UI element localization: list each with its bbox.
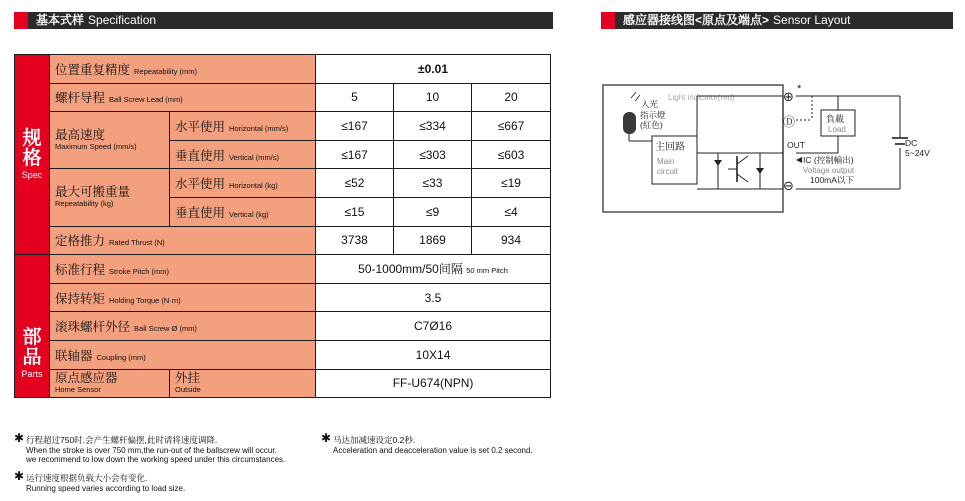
stroke-label: 标准行程 Stroke Pitch (mm)	[50, 255, 316, 284]
footnote	[14, 431, 326, 465]
repeat-label: 位置重复精度 Repeatability (mm)	[50, 55, 316, 84]
load-cn: 負載	[826, 114, 845, 124]
d-terminal-icon: Ⓓ	[783, 115, 796, 129]
spec-header-en: Specification	[88, 13, 157, 27]
speed-h-value: ≤167	[316, 112, 394, 141]
lead-label: 螺杆导程 Ball Screw Lead (mm)	[50, 83, 316, 112]
table-row	[15, 283, 551, 312]
light-cn: 指示燈	[640, 110, 666, 120]
header-accent	[14, 12, 28, 29]
speed-h-value: ≤667	[472, 112, 551, 141]
sensor-header-bar	[601, 12, 953, 29]
speed-v-value: ≤303	[394, 140, 472, 169]
footnote	[14, 469, 326, 493]
sensor-header-en: Sensor Layout	[773, 13, 851, 27]
side-char: 品	[22, 346, 42, 368]
side-en: Spec	[21, 169, 43, 180]
speed-horizontal-label: 水平使用 Horizontal (mm/s)	[170, 112, 316, 141]
ic-current: 100mA以下	[810, 175, 854, 185]
sensor-wiring-diagram	[600, 68, 955, 218]
torque-label: 保持转矩 Holding Torque (N·m)	[50, 283, 316, 312]
asterisk-icon: ✱	[14, 431, 25, 445]
speed-v-value: ≤603	[472, 140, 551, 169]
thrust-value: 934	[472, 226, 551, 255]
stroke-value: 50-1000mm/50间隔 50 mm Pitch	[316, 255, 551, 284]
screw-dia-label: 滚珠螺杆外径 Ball Screw Ø (mm)	[50, 312, 316, 341]
diode-icon	[714, 160, 722, 166]
load-h-value: ≤52	[316, 169, 394, 198]
header-accent	[601, 12, 615, 29]
lead-value: 5	[316, 83, 394, 112]
light-rays-icon	[631, 92, 640, 101]
ic-label: IC (控制輸出)	[803, 155, 854, 165]
light-cn: (紅色)	[640, 120, 663, 130]
footnote-en: Running speed varies according to load size.	[26, 483, 186, 493]
thrust-value: 3738	[316, 226, 394, 255]
footnote-en: Acceleration and deacceleration value is set 0.2 second.	[333, 445, 533, 455]
table-row	[15, 312, 551, 341]
side-en: Parts	[21, 368, 43, 379]
table-row	[15, 340, 551, 369]
footnote-cn: 运行速度根据负载大小会有变化.	[26, 473, 148, 483]
load-v-value: ≤15	[316, 197, 394, 226]
table-row	[15, 369, 551, 398]
footnote-en: we recommend to low down the working speed under this circumstances.	[26, 455, 286, 464]
light-cn: 入光	[641, 99, 659, 109]
diode-icon	[756, 168, 764, 174]
load-v-value: ≤4	[472, 197, 551, 226]
main-circuit-cn: 主回路	[655, 142, 685, 153]
main-circuit-en: circuit	[657, 167, 678, 176]
table-row	[15, 55, 551, 84]
spec-table	[14, 54, 551, 398]
sensor-header-cn: 感应器接线图<原点及端点>	[623, 13, 770, 27]
home-sensor-sub-label: 外挂 Outside	[170, 369, 316, 398]
coupling-label: 联轴器 Coupling (mm)	[50, 340, 316, 369]
footnote	[321, 431, 563, 455]
side-char: 规	[22, 127, 42, 149]
asterisk-icon: ✱	[321, 431, 332, 445]
table-row	[15, 83, 551, 112]
coupling-value: 10X14	[316, 340, 551, 369]
minus-terminal-icon: ⊖	[783, 178, 794, 193]
parts-side-label	[15, 255, 50, 398]
home-sensor-label: 原点感应器 Home Sensor	[50, 369, 170, 398]
asterisk-mark: *	[797, 83, 802, 95]
out-label: OUT	[787, 140, 805, 150]
spec-side-label	[15, 55, 50, 255]
light-indicator-en: Light indicator(red)	[668, 93, 735, 102]
side-char: 格	[22, 147, 42, 169]
spec-header-bar	[14, 12, 553, 29]
speed-h-value: ≤334	[394, 112, 472, 141]
asterisk-icon: ✱	[14, 469, 25, 483]
repeat-value: ±0.01	[316, 55, 551, 84]
table-row	[15, 169, 551, 198]
arrow-icon	[796, 157, 802, 163]
load-v-value: ≤9	[394, 197, 472, 226]
footnote-en: When the stroke is over 750 mm,the run-out of the ballscrew will occur.	[26, 445, 277, 455]
load-en: Load	[828, 125, 846, 134]
max-load-label: 最大可搬重量 Repeatability (kg)	[50, 169, 170, 226]
lead-value: 10	[394, 83, 472, 112]
spec-header-cn: 基本式样	[36, 13, 85, 27]
home-sensor-value: FF-U674(NPN)	[316, 369, 551, 398]
footnote-cn: 行程超过750时,会产生螺杆偏摆,此时请将速度调降.	[26, 435, 218, 445]
thrust-label: 定格推力 Rated Thrust (N)	[50, 226, 316, 255]
dc-range: 5~24V	[905, 148, 930, 158]
load-horizontal-label: 水平使用 Horizontal (kg)	[170, 169, 316, 198]
load-vertical-label: 垂直使用 Vertical (kg)	[170, 197, 316, 226]
lead-value: 20	[472, 83, 551, 112]
plus-terminal-icon: ⊕	[783, 89, 794, 104]
load-h-value: ≤19	[472, 169, 551, 198]
torque-value: 3.5	[316, 283, 551, 312]
table-row	[15, 226, 551, 255]
load-h-value: ≤33	[394, 169, 472, 198]
footnote-cn: 马达加减速设定0.2秒.	[333, 435, 416, 445]
ic-voltage-en: Voltage output	[803, 166, 855, 175]
thrust-value: 1869	[394, 226, 472, 255]
speed-vertical-label: 垂直使用 Vertical (mm/s)	[170, 140, 316, 169]
table-row	[15, 112, 551, 141]
max-speed-label: 最高速度 Maximum Speed (mm/s)	[50, 112, 170, 169]
table-row	[15, 255, 551, 284]
main-circuit-en: Main	[657, 157, 675, 166]
dc-label: DC	[905, 138, 918, 148]
side-char: 部	[22, 326, 42, 348]
sensor-box	[603, 85, 783, 212]
screw-dia-value: C7Ø16	[316, 312, 551, 341]
speed-v-value: ≤167	[316, 140, 394, 169]
led-icon	[623, 112, 636, 134]
